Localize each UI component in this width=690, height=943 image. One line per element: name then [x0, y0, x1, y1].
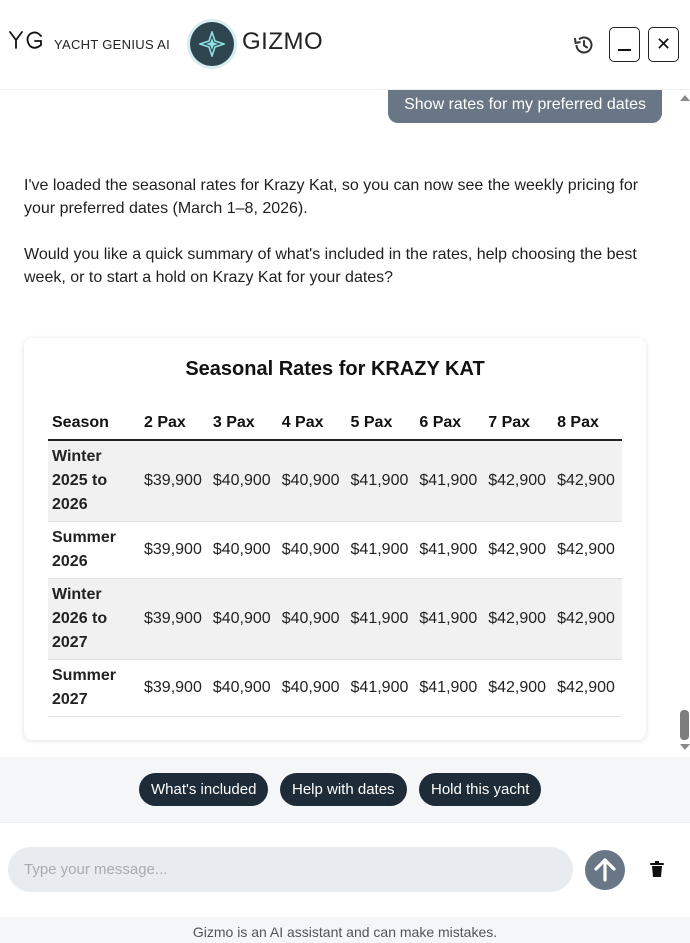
rates-card — [24, 338, 646, 740]
scrollbar-thumb[interactable] — [680, 710, 689, 740]
table-row — [48, 659, 622, 716]
price-cell: $42,900 — [553, 659, 622, 716]
assistant-paragraph: I've loaded the seasonal rates for Krazy Kat, so you can now see the weekly pricing for your preferred dates (March 1–8, 2026). — [24, 177, 639, 217]
column-header: 2 Pax — [140, 406, 209, 440]
message-input-wrapper — [8, 847, 573, 892]
price-cell: $41,900 — [415, 659, 484, 716]
price-cell: $40,900 — [278, 440, 347, 521]
table-row — [48, 578, 622, 659]
send-button[interactable] — [585, 850, 625, 890]
scroll-down-arrow-icon[interactable] — [680, 744, 690, 750]
rates-table — [48, 406, 622, 717]
price-cell: $41,900 — [347, 659, 416, 716]
price-cell: $41,900 — [347, 578, 416, 659]
price-cell: $39,900 — [140, 521, 209, 578]
column-header: 4 Pax — [278, 406, 347, 440]
history-icon[interactable] — [572, 33, 596, 57]
rates-title: Seasonal Rates for KRAZY KAT — [185, 358, 485, 380]
price-cell: $41,900 — [415, 578, 484, 659]
scroll-up-arrow-icon[interactable] — [680, 95, 690, 101]
table-row — [48, 440, 622, 521]
yg-logo-icon — [8, 28, 44, 52]
header — [0, 0, 690, 90]
price-cell: $39,900 — [140, 578, 209, 659]
column-header: 8 Pax — [553, 406, 622, 440]
assistant-title: GIZMO — [242, 28, 324, 55]
column-header: 3 Pax — [209, 406, 278, 440]
price-cell: $42,900 — [553, 440, 622, 521]
season-cell: Winter 2026 to 2027 — [48, 578, 140, 659]
price-cell: $39,900 — [140, 440, 209, 521]
trash-icon[interactable] — [649, 860, 665, 878]
price-cell: $42,900 — [484, 440, 553, 521]
price-cell: $42,900 — [553, 521, 622, 578]
price-cell: $42,900 — [484, 521, 553, 578]
quick-replies — [0, 757, 690, 823]
quick-reply-help-with-dates[interactable]: Help with dates — [280, 773, 407, 806]
price-cell: $41,900 — [415, 440, 484, 521]
season-cell: Winter 2025 to 2026 — [48, 440, 140, 521]
price-cell: $40,900 — [278, 521, 347, 578]
price-cell: $42,900 — [484, 659, 553, 716]
quick-reply-hold-yacht[interactable]: Hold this yacht — [419, 773, 541, 806]
column-header: Season — [48, 406, 140, 440]
quick-reply-whats-included[interactable]: What's included — [139, 773, 268, 806]
minimize-button[interactable] — [609, 27, 640, 62]
price-cell: $40,900 — [209, 578, 278, 659]
price-cell: $40,900 — [209, 440, 278, 521]
price-cell: $42,900 — [484, 578, 553, 659]
disclaimer-text: Gizmo is an AI assistant and can make mistakes. — [192, 924, 498, 940]
assistant-message — [24, 174, 644, 289]
price-cell: $42,900 — [553, 578, 622, 659]
close-button[interactable] — [648, 27, 679, 62]
season-cell: Summer 2026 — [48, 521, 140, 578]
column-header: 7 Pax — [484, 406, 553, 440]
table-row — [48, 521, 622, 578]
price-cell: $39,900 — [140, 659, 209, 716]
arrow-up-icon — [594, 858, 616, 882]
column-header: 6 Pax — [415, 406, 484, 440]
message-list — [0, 90, 690, 757]
brand-name: YACHT GENIUS AI — [54, 37, 170, 52]
gizmo-logo-icon — [190, 22, 234, 66]
price-cell: $41,900 — [415, 521, 484, 578]
minimize-icon — [618, 49, 631, 51]
table-header-row — [48, 406, 622, 440]
assistant-paragraph: Would you like a quick summary of what's included in the rates, help choosing the best week, or to start a hold on Krazy Kat for your dates? — [24, 246, 637, 286]
season-cell: Summer 2027 — [48, 659, 140, 716]
user-message: Show rates for my preferred dates — [388, 90, 662, 123]
close-icon: ✕ — [655, 34, 672, 54]
price-cell: $40,900 — [278, 578, 347, 659]
price-cell: $40,900 — [209, 659, 278, 716]
price-cell: $40,900 — [278, 659, 347, 716]
price-cell: $40,900 — [209, 521, 278, 578]
message-input[interactable] — [8, 847, 573, 892]
price-cell: $41,900 — [347, 521, 416, 578]
price-cell: $41,900 — [347, 440, 416, 521]
column-header: 5 Pax — [347, 406, 416, 440]
